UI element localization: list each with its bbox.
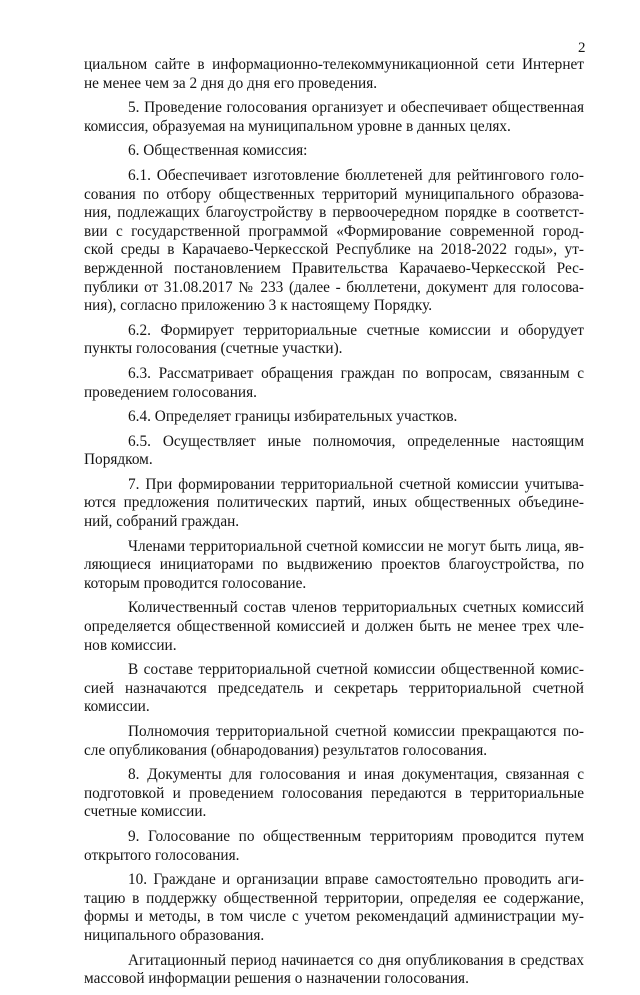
text-line: ляющиеся инициаторами по выдвижению проектов благоустройства, по <box>84 556 584 574</box>
text-line: ются предложения политических партий, иных общественных объедине- <box>84 494 584 512</box>
text-line: ской среды в Карачаево-Черкесской Республике на 2018-2022 годы», ут- <box>84 241 584 259</box>
text-line: Членами территориальной счетной комиссии не могут быть лица, яв- <box>128 537 584 555</box>
text-line: счетные комиссии. <box>84 803 207 821</box>
text-line: циальном сайте в информационно-телекоммуникационной сети Интернет <box>84 56 584 73</box>
paragraph <box>84 167 584 316</box>
text-line: вии с государственной программой «Формирование современной город- <box>84 222 584 240</box>
text-line: ния), согласно приложению 3 к настоящему Порядку. <box>84 297 433 315</box>
text-line: 6.5. Осуществляет иные полномочия, определенные настоящим <box>128 432 584 450</box>
paragraph <box>84 952 584 989</box>
paragraph <box>84 365 584 402</box>
paragraph <box>84 599 584 655</box>
text-line: комиссия, образуемая на муниципальном уровне в данных целях. <box>84 117 511 135</box>
text-line: 10. Граждане и организации вправе самостоятельно проводить аги- <box>128 871 584 889</box>
paragraph <box>84 99 584 136</box>
text-line: сования по отбору общественных территорий муниципального образова- <box>84 185 584 203</box>
paragraph <box>84 433 584 470</box>
paragraph <box>84 476 584 532</box>
text-line: 6.4. Определяет границы избирательных участков. <box>128 408 458 426</box>
text-line: тацию в поддержку общественной территории, определяя ее содержание, <box>84 889 584 907</box>
paragraph <box>84 56 584 93</box>
text-line: ний, собраний граждан. <box>84 513 240 531</box>
text-line: формы и методы, в том числе с учетом рекомендаций администрации му- <box>84 908 584 926</box>
text-line: 6.1. Обеспечивает изготовление бюллетеней для рейтингового голо- <box>128 166 584 184</box>
paragraph <box>84 322 584 359</box>
text-line: нов комиссии. <box>84 636 177 654</box>
text-line: В составе территориальной счетной комиссии общественной комис- <box>128 661 584 679</box>
page-number: 2 <box>578 40 586 56</box>
text-line: сле опубликования (обнародования) результатов голосования. <box>84 741 488 759</box>
text-line: пункты голосования (счетные участки). <box>84 340 343 358</box>
text-line: вержденной постановлением Правительства Карачаево-Черкесской Рес- <box>84 259 584 277</box>
text-line: 7. При формировании территориальной счетной комиссии учитыва- <box>128 475 584 493</box>
text-line: публики от 31.08.2017 № 233 (далее - бюллетени, документ для голосова- <box>84 278 584 296</box>
text-line: ния, подлежащих благоустройству в первоочередном порядке в соответст- <box>84 204 584 222</box>
paragraph <box>84 828 584 865</box>
text-line: Порядком. <box>84 451 153 469</box>
text-line: определяется общественной комиссией и должен быть не менее трех чле- <box>84 618 584 636</box>
text-line: открытого голосования. <box>84 846 240 864</box>
text-line: 6.3. Рассматривает обращения граждан по вопросам, связанным с <box>128 364 584 382</box>
text-line: которым проводится голосование. <box>84 574 307 592</box>
text-line: 6. Общественная комиссия: <box>128 142 308 160</box>
text-line: ниципального образования. <box>84 926 265 944</box>
text-line: комиссии. <box>84 698 150 716</box>
document-body <box>84 56 584 995</box>
text-line: подготовкой и проведением голосования передаются в территориальные <box>84 784 584 802</box>
text-line: Полномочия территориальной счетной комиссии прекращаются по- <box>128 723 584 740</box>
paragraph <box>84 142 584 161</box>
text-line: Количественный состав членов территориальных счетных комиссий <box>128 599 584 617</box>
paragraph <box>84 661 584 717</box>
text-line: 6.2. Формирует территориальные счетные комиссии и оборудует <box>128 321 584 339</box>
paragraph <box>84 538 584 594</box>
paragraph <box>84 766 584 822</box>
text-line: массовой информации решения о назначении голосования. <box>84 970 469 988</box>
text-line: Агитационный период начинается со дня опубликования в средствах <box>128 951 584 969</box>
text-line: не менее чем за 2 дня до дня его проведения. <box>84 74 378 92</box>
text-line: проведением голосования. <box>84 383 257 401</box>
text-line: сией назначаются председатель и секретарь территориальной счетной <box>84 679 584 697</box>
paragraph <box>84 408 584 427</box>
paragraph <box>84 871 584 945</box>
text-line: 8. Документы для голосования и иная документация, связанная с <box>128 766 584 784</box>
paragraph <box>84 723 584 760</box>
text-line: 9. Голосование по общественным территориям проводится путем <box>128 827 584 845</box>
text-line: 5. Проведение голосования организует и обеспечивает общественная <box>128 99 584 117</box>
